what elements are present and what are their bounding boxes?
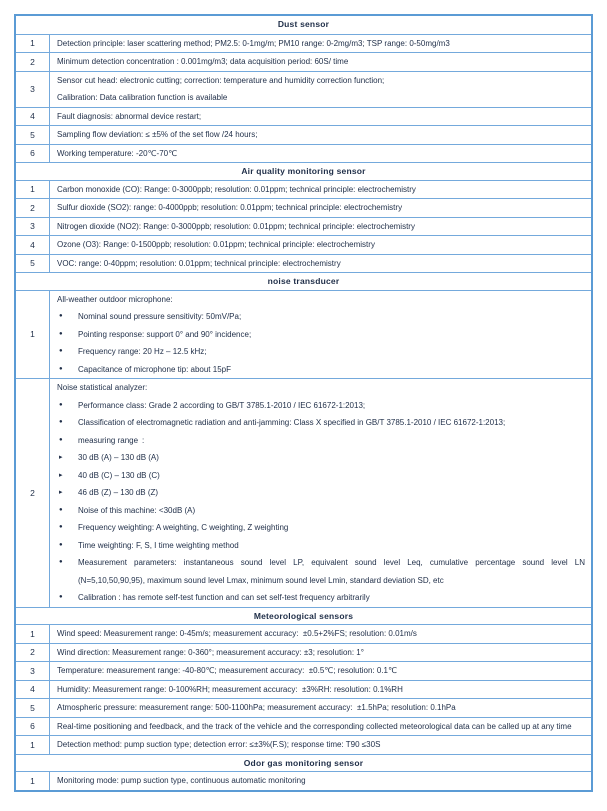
bullet-icon: ● [59, 313, 63, 319]
bullet-line [57, 414, 585, 432]
row-number: 5 [16, 126, 50, 144]
row-number: 1 [16, 772, 50, 790]
row-content [50, 625, 591, 643]
text-line: Working temperature: -20℃-70℃ [57, 148, 178, 158]
row-number: 1 [16, 736, 50, 754]
row-number: 1 [16, 35, 50, 53]
section-header-4: Odor gas monitoring sensor [16, 754, 591, 772]
text-line: Wind speed: Measurement range: 0-45m/s; measurement accuracy: ±0.5+2%FS; resolution: 0.01m/s [57, 629, 417, 638]
row-content [50, 772, 591, 790]
bullet-line [57, 519, 585, 537]
bullet-line [57, 554, 585, 589]
row-number: 3 [16, 218, 50, 236]
sensor-spec-table [14, 14, 593, 792]
text-line: Sulfur dioxide (SO2): range: 0-4000ppb; resolution: 0.01ppm; technical principle: electrochemistry [57, 203, 403, 212]
section-header-3: Meteorological sensors [16, 607, 591, 625]
table-row [16, 378, 591, 607]
line-text: Time weighting: F, S, I time weighting method [78, 540, 239, 550]
text-line: All-weather outdoor microphone: [57, 294, 173, 304]
text-line: Nitrogen dioxide (NO2): Range: 0-3000ppb; resolution: 0.01ppm; technical principle: electrochemistry [57, 221, 415, 231]
text-line: Calibration: Data calibration function is available [57, 93, 228, 102]
table-row [16, 661, 591, 680]
text-line: Sensor cut head: electronic cutting; correction: temperature and humidity correction function; [57, 75, 385, 85]
line-text: Noise of this machine: <30dB (A) [78, 505, 196, 515]
row-content [50, 218, 591, 236]
bullet-line [57, 343, 585, 361]
text-line: VOC: range: 0-40ppm; resolution: 0.01ppm; technical principle: electrochemistry [57, 258, 341, 268]
table-row [16, 71, 591, 107]
text-line: Ozone (O3): Range: 0-1500ppb; resolution: 0.01ppm; technical principle: electrochemistry [57, 240, 375, 249]
bullet-line [57, 326, 585, 344]
text-line: Carbon monoxide (CO): Range: 0-3000ppb; resolution: 0.01ppm; technical principle: electrochemistry [57, 184, 416, 194]
arrow-line [57, 484, 585, 502]
text-line: Monitoring mode: pump suction type, continuous automatic monitoring [57, 776, 306, 785]
row-content [50, 699, 591, 717]
section-header-0: Dust sensor [277, 19, 330, 29]
text-line: Detection principle: laser scattering method; PM2.5: 0-1mg/m; PM10 range: 0-2mg/m3; TSP range: 0-50mg/m3 [57, 38, 450, 48]
row-content [50, 255, 591, 273]
table-row [16, 254, 591, 273]
text-line: Noise statistical analyzer: [57, 383, 148, 392]
bullet-icon: ● [59, 365, 63, 372]
row-number: 5 [16, 255, 50, 273]
line-text: 46 dB (Z) – 130 dB (Z) [78, 488, 159, 497]
arrow-bullet-icon: ▸ [59, 489, 63, 496]
bullet-line [57, 432, 585, 450]
section-header-1: Air quality monitoring sensor [16, 162, 591, 180]
bullet-icon: ● [59, 348, 63, 354]
line-text: Measurement parameters: instantaneous sound level LP, equivalent sound level Leq, cumulative percentage sound level LN (N=5,10,50,90,95), maximum sound level Lmax, minimum sound level Lmin, standard deviation SD, etc [78, 558, 585, 585]
bullet-line [57, 308, 585, 326]
row-content [50, 126, 591, 144]
table-row [16, 698, 591, 717]
section-header-2: noise transducer [16, 272, 591, 290]
bullet-icon: ● [59, 541, 63, 548]
table-row [16, 717, 591, 736]
bullet-icon: ● [59, 330, 63, 337]
table-row [16, 144, 591, 163]
bullet-line [57, 502, 585, 520]
text-line: Minimum detection concentration : 0.001mg/m3; data acquisition period: 60S/ time [57, 57, 349, 66]
row-number: 4 [16, 236, 50, 254]
bullet-icon: ● [59, 419, 63, 425]
text-line: Detection method: pump suction type; detection error: ≤±3%(F.S); response time: T90 ≤30S [57, 740, 381, 749]
bullet-line [57, 537, 585, 555]
line-text: 30 dB (A) – 130 dB (A) [78, 453, 159, 462]
table-row [16, 217, 591, 236]
bullet-icon: ● [59, 506, 63, 513]
row-content [50, 53, 591, 71]
table-row [16, 180, 591, 199]
row-content [50, 736, 591, 754]
arrow-line [57, 467, 585, 485]
line-text: Classification of electromagnetic radiation and anti-jamming: Class X specified in GB/T 3785.1-2010 / IEC 61672-1:2013; [78, 418, 506, 427]
line-text: 40 dB (C) – 130 dB (C) [78, 470, 160, 480]
row-number: 2 [16, 644, 50, 662]
table-row [16, 680, 591, 699]
row-content [50, 662, 591, 680]
row-content [50, 199, 591, 217]
table-row [16, 771, 591, 790]
row-content [50, 72, 591, 107]
row-content [50, 718, 591, 736]
bullet-icon: ● [59, 594, 63, 600]
line-text: Frequency weighting: A weighting, C weighting, Z weighting [78, 523, 289, 532]
text-line: Humidity: Measurement range: 0-100%RH; measurement accuracy: ±3%RH: resolution: 0.1%RH [57, 684, 403, 694]
table-row [16, 735, 591, 754]
row-number: 2 [16, 53, 50, 71]
line-text: Nominal sound pressure sensitivity: 50mV/Pa; [78, 312, 242, 321]
row-number: 1 [16, 625, 50, 643]
table-row [16, 34, 591, 53]
row-number: 1 [16, 291, 50, 379]
row-content [50, 379, 591, 607]
line-text: Capacitance of microphone tip: about 15pF [78, 364, 231, 374]
bullet-icon: ● [59, 559, 63, 565]
text-line: Atmospheric pressure: measurement range: 500-1100hPa; measurement accuracy: ±1.5hPa; resolution: 0.1hPa [57, 703, 456, 712]
row-content [50, 181, 591, 199]
arrow-bullet-icon: ▸ [59, 454, 63, 461]
text-line: Real-time positioning and feedback, and the track of the vehicle and the corresponding collected meteorological data can be called up at any time [57, 721, 572, 731]
text-line: Sampling flow deviation: ≤ ±5% of the set flow /24 hours; [57, 130, 258, 139]
row-number: 2 [16, 379, 50, 607]
row-content [50, 35, 591, 53]
text-line: Temperature: measurement range: -40-80℃; measurement accuracy: ±0.5℃; resolution: 0.1℃ [57, 666, 397, 675]
row-number: 2 [16, 199, 50, 217]
bullet-icon: ● [59, 436, 63, 443]
line-text: measuring range : [78, 435, 145, 445]
table-row [16, 290, 591, 379]
row-content [50, 644, 591, 662]
row-number: 1 [16, 181, 50, 199]
text-line: Fault diagnosis: abnormal device restart; [57, 111, 202, 121]
row-content [50, 145, 591, 163]
row-number: 3 [16, 72, 50, 107]
arrow-line [57, 449, 585, 467]
row-number: 6 [16, 145, 50, 163]
bullet-icon: ● [59, 401, 63, 408]
table-row [16, 52, 591, 71]
row-number: 3 [16, 662, 50, 680]
row-number: 4 [16, 681, 50, 699]
row-number: 5 [16, 699, 50, 717]
line-text: Pointing response: support 0° and 90° incidence; [78, 329, 252, 339]
arrow-bullet-icon: ▸ [59, 471, 63, 479]
table-row [16, 125, 591, 144]
bullet-line [57, 589, 585, 607]
row-content [50, 291, 591, 379]
row-content [50, 108, 591, 126]
table-row [16, 198, 591, 217]
line-text: Calibration : has remote self-test function and can set self-test frequency arbitrarily [78, 593, 370, 602]
table-row [16, 624, 591, 643]
line-text: Performance class: Grade 2 according to GB/T 3785.1-2010 / IEC 61672-1:2013; [78, 400, 366, 410]
bullet-icon: ● [59, 524, 63, 530]
row-number: 6 [16, 718, 50, 736]
text-line: Wind direction: Measurement range: 0-360°; measurement accuracy: ±3; resolution: 1° [57, 647, 364, 657]
row-number: 4 [16, 108, 50, 126]
table-row [16, 107, 591, 126]
row-content [50, 681, 591, 699]
bullet-line [57, 397, 585, 415]
table-row [16, 235, 591, 254]
row-content [50, 236, 591, 254]
line-text: Frequency range: 20 Hz – 12.5 kHz; [78, 347, 207, 356]
bullet-line [57, 361, 585, 379]
table-row [16, 643, 591, 662]
